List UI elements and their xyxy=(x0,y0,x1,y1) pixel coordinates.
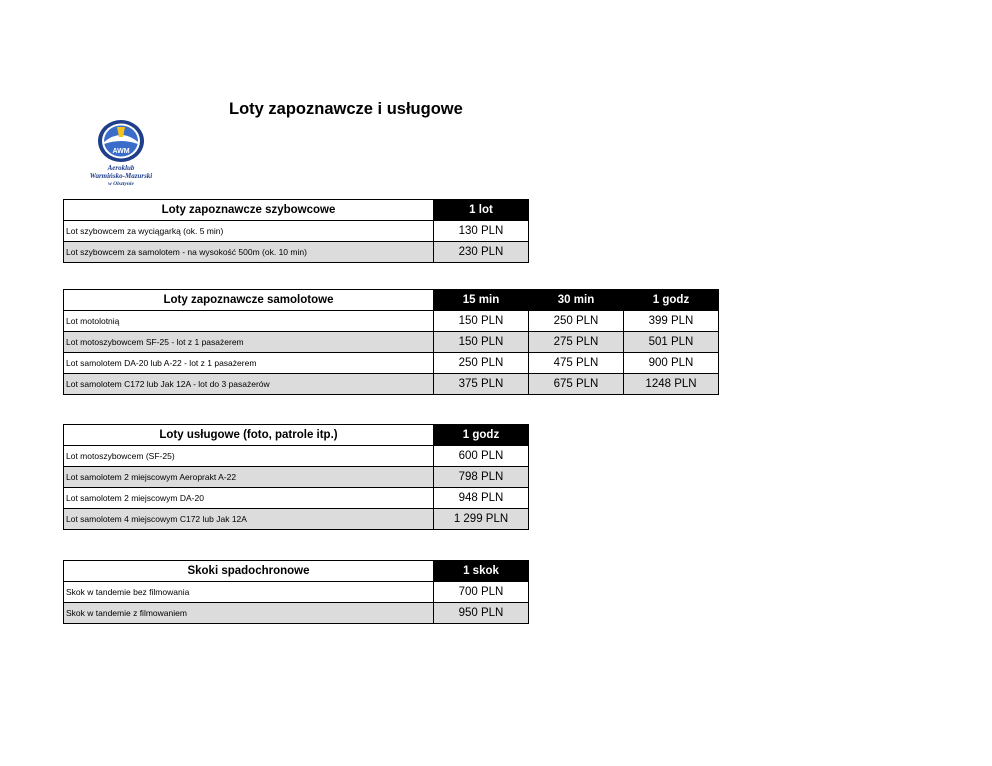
column-header: 15 min xyxy=(434,290,529,311)
table-header-title: Loty usługowe (foto, patrole itp.) xyxy=(64,425,434,446)
price-cell: 1 299 PLN xyxy=(434,509,529,530)
logo-line-2: Warmińsko-Mazurski xyxy=(89,172,153,180)
table-row xyxy=(64,509,529,530)
price-cell: 150 PLN xyxy=(434,332,529,353)
row-label: Skok w tandemie z filmowaniem xyxy=(64,603,434,624)
table-header-row xyxy=(64,561,529,582)
column-header: 1 godz xyxy=(624,290,719,311)
price-cell: 798 PLN xyxy=(434,467,529,488)
row-label: Lot szybowcem za wyciągarką (ok. 5 min) xyxy=(64,221,434,242)
column-header: 1 godz xyxy=(434,425,529,446)
gliders-price-table xyxy=(63,199,529,263)
planes-price-table xyxy=(63,289,719,395)
table-row xyxy=(64,467,529,488)
price-cell: 700 PLN xyxy=(434,582,529,603)
price-cell: 250 PLN xyxy=(434,353,529,374)
row-label: Skok w tandemie bez filmowania xyxy=(64,582,434,603)
price-cell: 250 PLN xyxy=(529,311,624,332)
row-label: Lot motolotnią xyxy=(64,311,434,332)
price-cell: 1248 PLN xyxy=(624,374,719,395)
table-row xyxy=(64,311,719,332)
table-row xyxy=(64,582,529,603)
price-cell: 600 PLN xyxy=(434,446,529,467)
row-label: Lot samolotem DA-20 lub A-22 - lot z 1 pasażerem xyxy=(64,353,434,374)
price-cell: 475 PLN xyxy=(529,353,624,374)
table-header-row xyxy=(64,290,719,311)
table-row xyxy=(64,446,529,467)
table-row xyxy=(64,488,529,509)
price-cell: 130 PLN xyxy=(434,221,529,242)
row-label: Lot samolotem 2 miejscowym DA-20 xyxy=(64,488,434,509)
price-cell: 950 PLN xyxy=(434,603,529,624)
logo-badge-icon xyxy=(96,118,146,164)
row-label: Lot motoszybowcem SF-25 - lot z 1 pasażerem xyxy=(64,332,434,353)
table-row xyxy=(64,332,719,353)
services-price-table xyxy=(63,424,529,530)
row-label: Lot samolotem 4 miejscowym C172 lub Jak 12A xyxy=(64,509,434,530)
price-cell: 375 PLN xyxy=(434,374,529,395)
table-header-title: Loty zapoznawcze szybowcowe xyxy=(64,200,434,221)
table-row xyxy=(64,242,529,263)
table-header-title: Loty zapoznawcze samolotowe xyxy=(64,290,434,311)
row-label: Lot motoszybowcem (SF-25) xyxy=(64,446,434,467)
table-row xyxy=(64,374,719,395)
logo-line-1: Aeroklub xyxy=(107,164,135,172)
aeroklub-logo xyxy=(78,116,168,196)
column-header: 1 skok xyxy=(434,561,529,582)
price-cell: 675 PLN xyxy=(529,374,624,395)
row-label: Lot samolotem C172 lub Jak 12A - lot do 3 pasażerów xyxy=(64,374,434,395)
price-cell: 230 PLN xyxy=(434,242,529,263)
table-header-row xyxy=(64,425,529,446)
table-row xyxy=(64,603,529,624)
column-header: 1 lot xyxy=(434,200,529,221)
price-cell: 501 PLN xyxy=(624,332,719,353)
logo-badge-text: AWM xyxy=(112,148,130,155)
table-header-title: Skoki spadochronowe xyxy=(64,561,434,582)
table-header-row xyxy=(64,200,529,221)
column-header: 30 min xyxy=(529,290,624,311)
price-cell: 399 PLN xyxy=(624,311,719,332)
page-title: Loty zapoznawcze i usługowe xyxy=(229,100,463,118)
logo-line-3: w Olsztynie xyxy=(108,181,134,187)
parachute-price-table xyxy=(63,560,529,624)
row-label: Lot szybowcem za samolotem - na wysokość 500m (ok. 10 min) xyxy=(64,242,434,263)
price-cell: 150 PLN xyxy=(434,311,529,332)
price-cell: 948 PLN xyxy=(434,488,529,509)
table-row xyxy=(64,221,529,242)
row-label: Lot samolotem 2 miejscowym Aeroprakt A-22 xyxy=(64,467,434,488)
price-cell: 900 PLN xyxy=(624,353,719,374)
price-cell: 275 PLN xyxy=(529,332,624,353)
table-row xyxy=(64,353,719,374)
